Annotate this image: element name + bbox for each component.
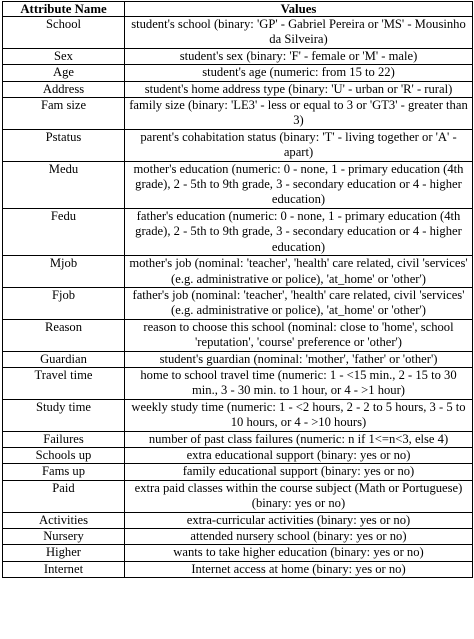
attribute-name-cell: Age (3, 65, 125, 81)
table-header-row (3, 2, 473, 17)
attribute-value-cell: family size (binary: 'LE3' - less or equal to 3 or 'GT3' - greater than 3) (125, 98, 473, 130)
table-row (3, 208, 473, 255)
attribute-name-cell: Nursery (3, 529, 125, 545)
attributes-table (2, 1, 473, 578)
attribute-name-cell: Internet (3, 561, 125, 577)
attribute-name-cell: Mjob (3, 256, 125, 288)
table-row (3, 161, 473, 208)
attribute-value-cell: student's home address type (binary: 'U' - urban or 'R' - rural) (125, 81, 473, 97)
attribute-value-cell: student's age (numeric: from 15 to 22) (125, 65, 473, 81)
attribute-name-cell: Travel time (3, 367, 125, 399)
table-row (3, 256, 473, 288)
table-row (3, 287, 473, 319)
table-row (3, 529, 473, 545)
attribute-value-cell: home to school travel time (numeric: 1 - <15 min., 2 - 15 to 30 min., 3 - 30 min. to 1 hour, or 4 - >1 hour) (125, 367, 473, 399)
attribute-value-cell: extra educational support (binary: yes or no) (125, 447, 473, 463)
attribute-value-cell: student's guardian (nominal: 'mother', 'father' or 'other') (125, 351, 473, 367)
table-row (3, 447, 473, 463)
table-row (3, 545, 473, 561)
attribute-name-cell: Study time (3, 399, 125, 431)
attribute-name-cell: Pstatus (3, 129, 125, 161)
attribute-name-cell: Higher (3, 545, 125, 561)
attribute-name-cell: Paid (3, 480, 125, 512)
column-header-attribute-name: Attribute Name (3, 2, 125, 17)
attribute-value-cell: father's education (numeric: 0 - none, 1 - primary education (4th grade), 2 - 5th to 9th grade, 3 - secondary education or 4 - higher education) (125, 208, 473, 255)
attribute-name-cell: Guardian (3, 351, 125, 367)
table-row (3, 17, 473, 49)
table-row (3, 129, 473, 161)
table-row (3, 561, 473, 577)
attribute-value-cell: father's job (nominal: 'teacher', 'health' care related, civil 'services' (e.g. administrative or police), 'at_home' or 'other') (125, 287, 473, 319)
attribute-value-cell: extra-curricular activities (binary: yes or no) (125, 512, 473, 528)
table-row (3, 399, 473, 431)
attribute-name-cell: Reason (3, 319, 125, 351)
attribute-name-cell: Activities (3, 512, 125, 528)
attribute-name-cell: Schools up (3, 447, 125, 463)
attribute-value-cell: student's sex (binary: 'F' - female or 'M' - male) (125, 48, 473, 64)
attribute-value-cell: mother's job (nominal: 'teacher', 'health' care related, civil 'services' (e.g. administrative or police), 'at_home' or 'other') (125, 256, 473, 288)
attribute-value-cell: student's school (binary: 'GP' - Gabriel Pereira or 'MS' - Mousinho da Silveira) (125, 17, 473, 49)
attribute-value-cell: reason to choose this school (nominal: close to 'home', school 'reputation', 'course' preference or 'other') (125, 319, 473, 351)
table-row (3, 367, 473, 399)
attribute-value-cell: number of past class failures (numeric: n if 1<=n<3, else 4) (125, 431, 473, 447)
attribute-name-cell: Sex (3, 48, 125, 64)
table-row (3, 512, 473, 528)
attribute-value-cell: wants to take higher education (binary: yes or no) (125, 545, 473, 561)
table-row (3, 351, 473, 367)
table-row (3, 464, 473, 480)
attribute-value-cell: family educational support (binary: yes or no) (125, 464, 473, 480)
attribute-name-cell: Address (3, 81, 125, 97)
attribute-name-cell: Fjob (3, 287, 125, 319)
table-row (3, 98, 473, 130)
table-row (3, 65, 473, 81)
attribute-name-cell: Failures (3, 431, 125, 447)
attribute-name-cell: Fedu (3, 208, 125, 255)
attribute-value-cell: parent's cohabitation status (binary: 'T' - living together or 'A' - apart) (125, 129, 473, 161)
attribute-name-cell: Medu (3, 161, 125, 208)
column-header-values: Values (125, 2, 473, 17)
attribute-value-cell: Internet access at home (binary: yes or no) (125, 561, 473, 577)
attribute-value-cell: attended nursery school (binary: yes or no) (125, 529, 473, 545)
attribute-value-cell: mother's education (numeric: 0 - none, 1 - primary education (4th grade), 2 - 5th to 9th grade, 3 - secondary education or 4 - higher education) (125, 161, 473, 208)
table-row (3, 319, 473, 351)
attribute-value-cell: extra paid classes within the course subject (Math or Portuguese) (binary: yes or no) (125, 480, 473, 512)
table-row (3, 431, 473, 447)
attribute-name-cell: Fams up (3, 464, 125, 480)
table-row (3, 480, 473, 512)
table-row (3, 81, 473, 97)
attribute-name-cell: Fam size (3, 98, 125, 130)
attribute-value-cell: weekly study time (numeric: 1 - <2 hours, 2 - 2 to 5 hours, 3 - 5 to 10 hours, or 4 - >10 hours) (125, 399, 473, 431)
attribute-name-cell: School (3, 17, 125, 49)
table-row (3, 48, 473, 64)
